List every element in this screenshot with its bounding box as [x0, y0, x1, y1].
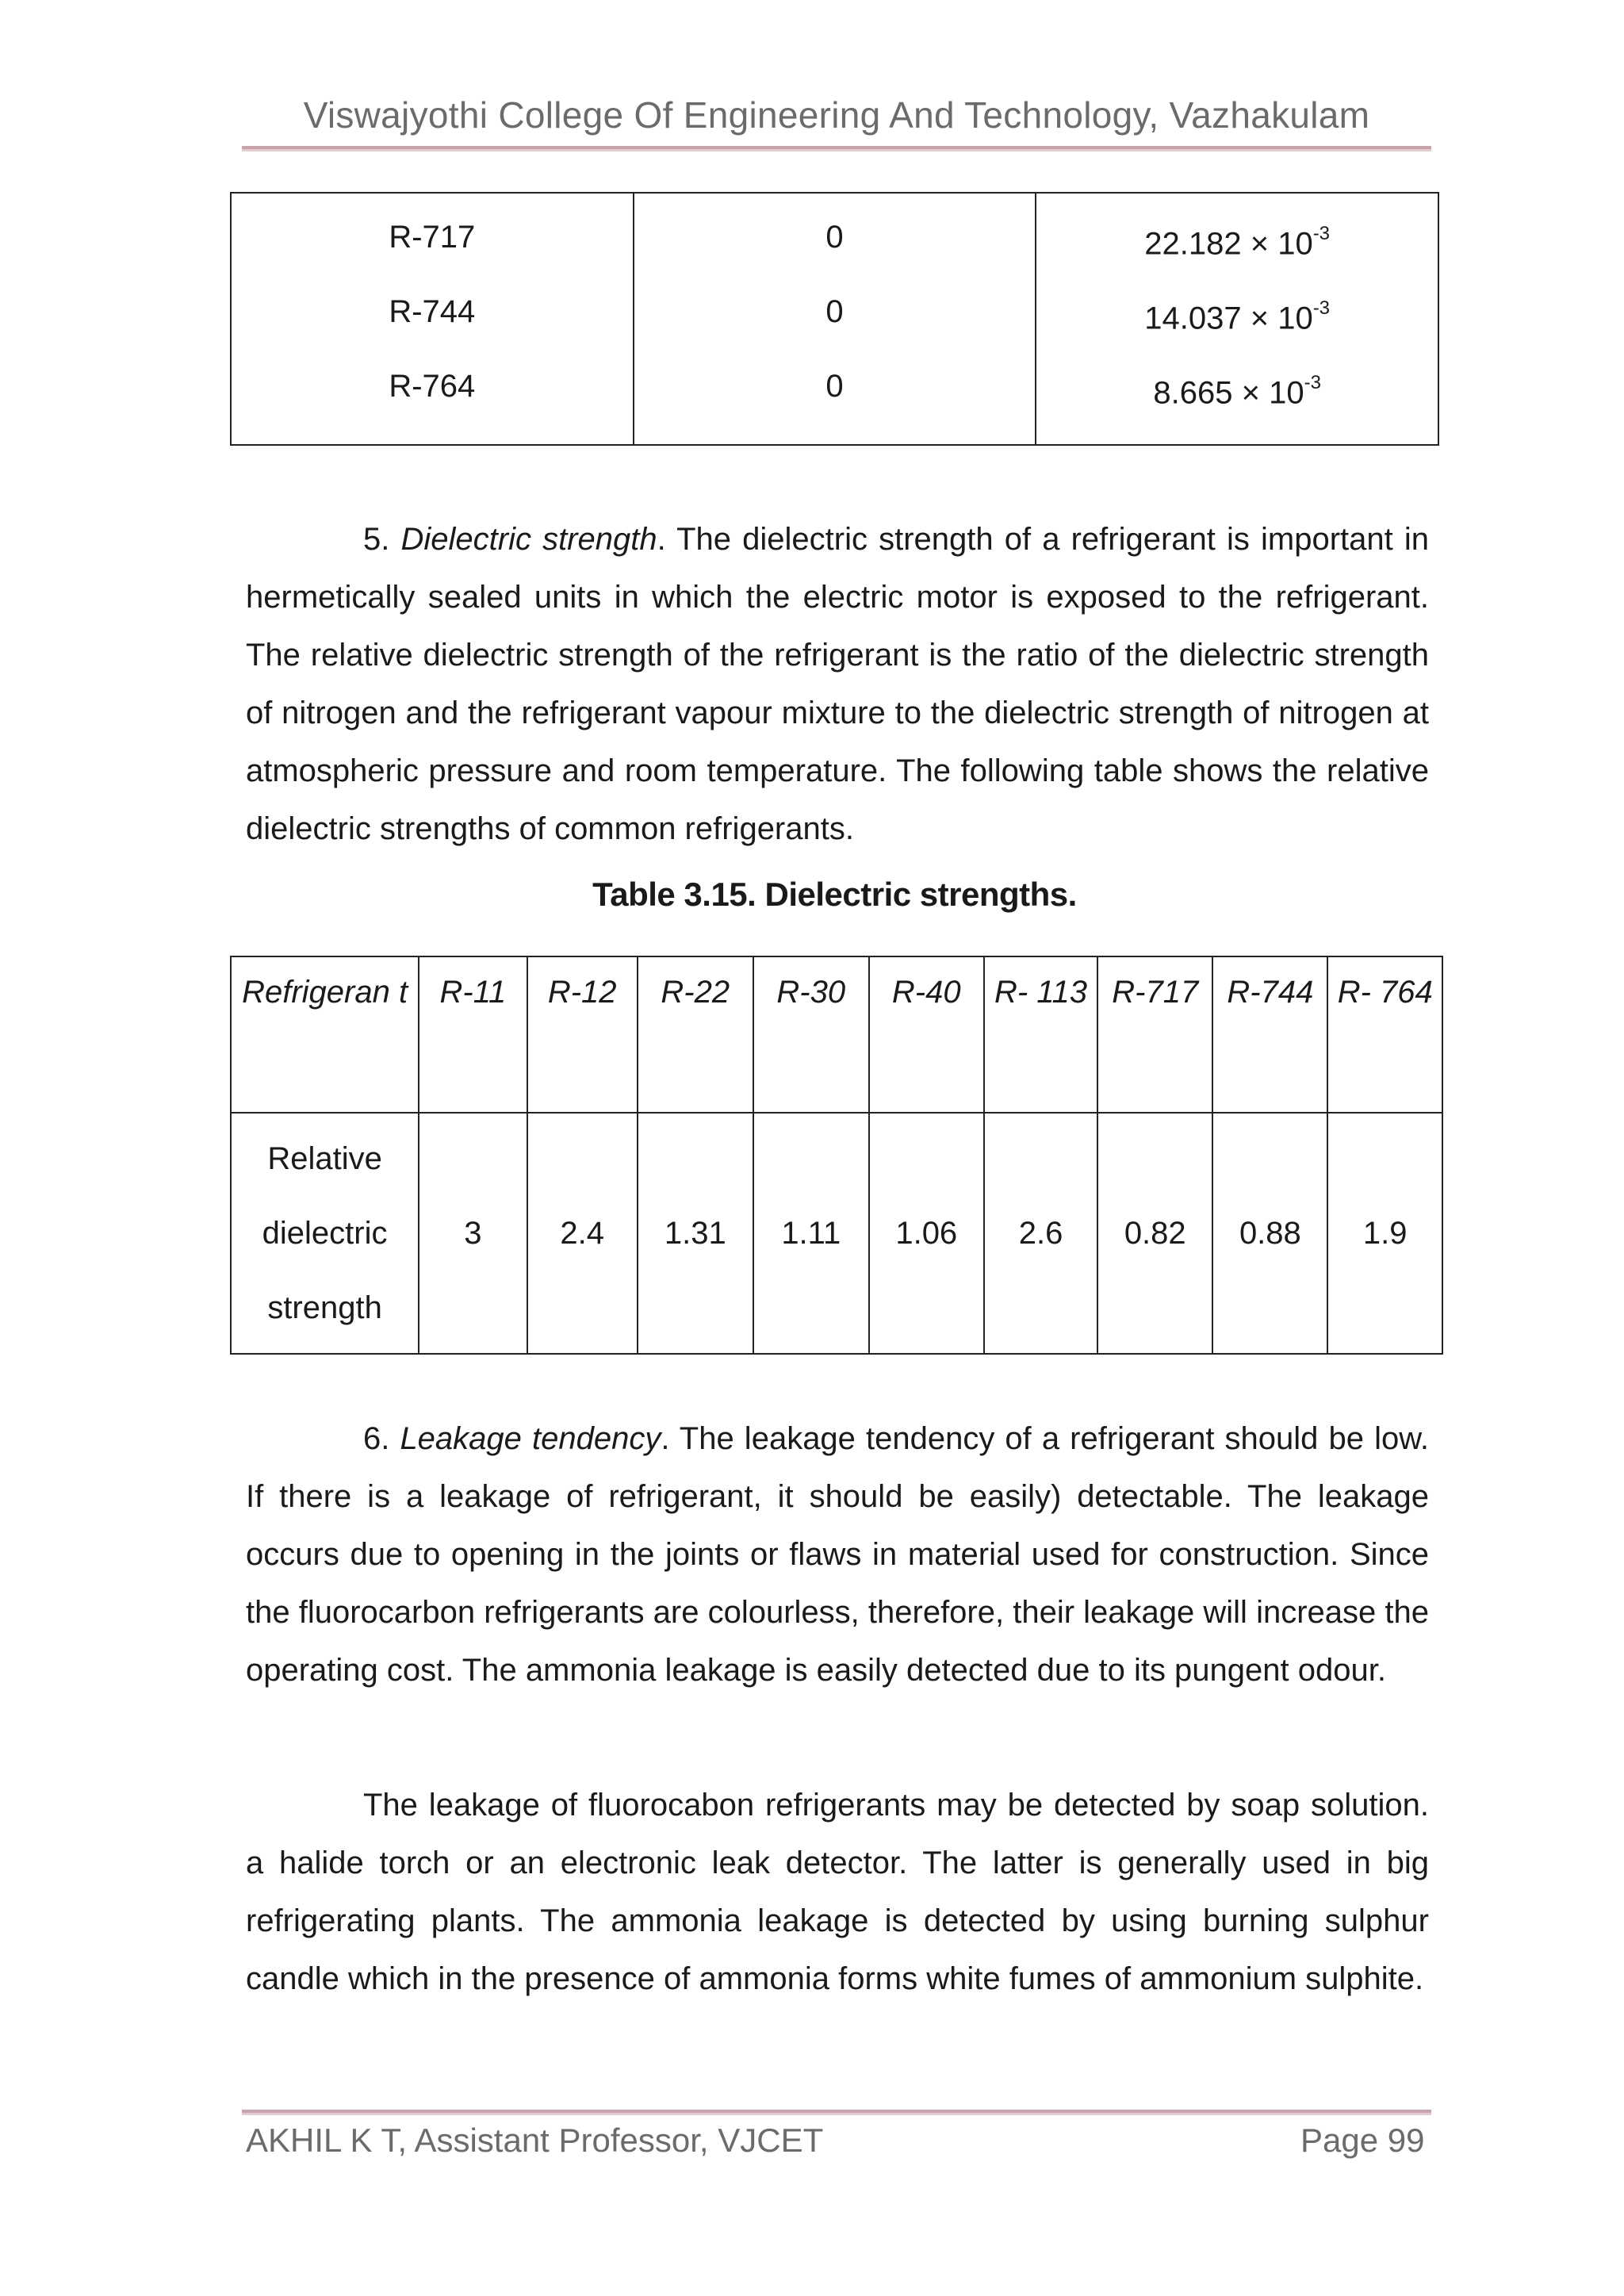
term-leakage-tendency: Leakage tendency [400, 1421, 661, 1456]
table-header-row [231, 956, 1442, 1113]
table-caption: Table 3.15. Dielectric strengths. [592, 876, 1077, 913]
table-header-cell: Refrigeran t [231, 956, 419, 1113]
table-header-cell: R-30 [753, 956, 869, 1113]
row-label-cell: Relative dielectric strength [231, 1113, 419, 1354]
value-column [1036, 193, 1438, 445]
table-header-cell: R-22 [638, 956, 753, 1113]
table-cell: 3 [419, 1113, 527, 1354]
table-cell: 0 [825, 369, 844, 404]
header-rule [242, 146, 1431, 151]
table-cell: 0 [825, 220, 844, 255]
footer-author: AKHIL K T, Assistant Professor, VJCET [246, 2122, 824, 2159]
table-header-cell: R- 764 [1327, 956, 1442, 1113]
dielectric-strength-table [230, 956, 1443, 1355]
refrigerant-table-continued [230, 192, 1439, 446]
table-cell: 1.11 [753, 1113, 869, 1354]
table-cell: $14.037 \times 10^{-3}$ [1144, 297, 1331, 336]
table-cell: 1.9 [1327, 1113, 1442, 1354]
odp-column [634, 193, 1036, 445]
table-header-cell: R-717 [1097, 956, 1212, 1113]
table-header-cell: R- 113 [984, 956, 1097, 1113]
table-cell: R-744 [389, 294, 476, 329]
table-cell: R-764 [389, 369, 476, 404]
paragraph-leakage-tendency: 6. Leakage tendency. The leakage tendency of a refrigerant should be low. If there is a leakage of refrigerant, it should be easily) detectable. The leakage occurs due to opening in the joints or flaws in material used for construction. Since the fluorocarbon refrigerants are colourless, therefore, their leakage will increase the operating cost. The ammonia leakage is easily detected due to its pungent odour. [246, 1421, 1429, 1688]
table-cell: 0.82 [1097, 1113, 1212, 1354]
table-header-cell: R-11 [419, 956, 527, 1113]
table-cell: R-717 [389, 220, 476, 255]
table-cell: 1.31 [638, 1113, 753, 1354]
table-cell: 0.88 [1212, 1113, 1327, 1354]
table-cell: 1.06 [869, 1113, 984, 1354]
table-cell: $8.665 \times 10^{-3}$ [1153, 372, 1321, 411]
footer-page-number: Page 99 [1300, 2122, 1425, 2159]
table-cell: 2.6 [984, 1113, 1097, 1354]
table-cell: 0 [825, 294, 844, 329]
page-header-title: Viswajyothi College Of Engineering And Technology, Vazhakulam [303, 94, 1370, 136]
refrigerant-name-column [231, 193, 634, 445]
table-header-cell: R-40 [869, 956, 984, 1113]
table-cell: 2.4 [527, 1113, 638, 1354]
table-header-cell: R-12 [527, 956, 638, 1113]
table-header-cell: R-744 [1212, 956, 1327, 1113]
table-row [231, 1113, 1442, 1354]
paragraph-dielectric-strength: 5. Dielectric strength. The dielectric strength of a refrigerant is important in hermetically sealed units in which the electric motor is exposed to the refrigerant. The relative dielectric strength of the refrigerant is the ratio of the dielectric strength of nitrogen and the refrigerant vapour mixture to the dielectric strength of nitrogen at atmospheric pressure and room temperature. The following table shows the relative dielectric strengths of common refrigerants. [246, 522, 1429, 846]
table-cell: $22.182 \times 10^{-3}$ [1144, 223, 1331, 262]
term-dielectric-strength: Dielectric strength [400, 522, 657, 557]
footer-rule [242, 2110, 1431, 2115]
paragraph-leak-detection: The leakage of fluorocabon refrigerants may be detected by soap solution. a halide torch or an electronic leak detector. The latter is generally used in big refrigerating plants. The ammonia leakage is detected by using burning sulphur candle which in the presence of ammonia forms white fumes of ammonium sulphite. [246, 1788, 1429, 1996]
